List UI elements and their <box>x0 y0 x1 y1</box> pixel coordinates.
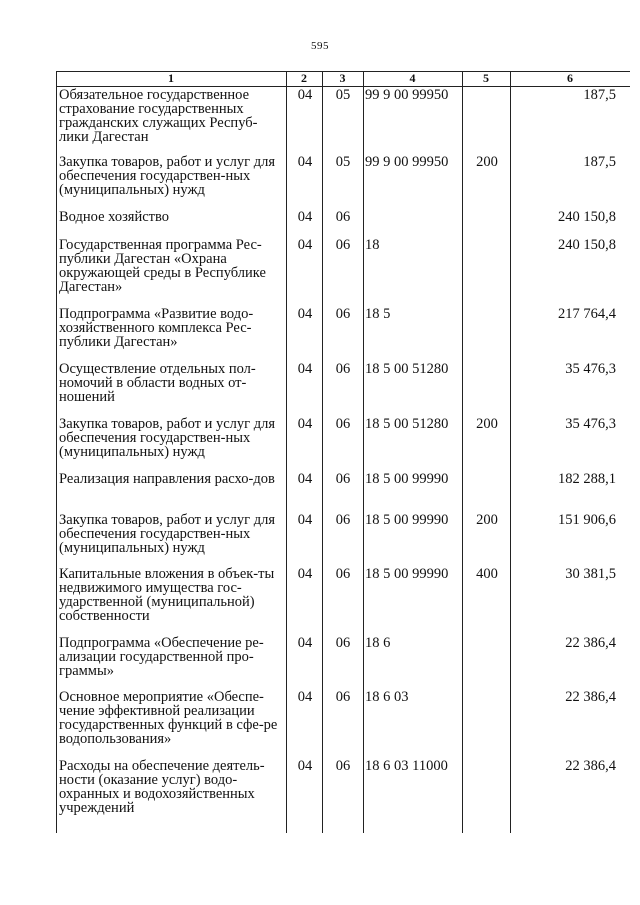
row-amount: 151 906,6 <box>558 512 616 528</box>
row-target-code: 18 <box>365 237 380 253</box>
row-name: Подпрограмма «Обеспечение ре-ализации государственной про-граммы» <box>59 635 264 679</box>
row-subsection: 06 <box>335 361 351 377</box>
row-amount: 240 150,8 <box>558 237 616 253</box>
row-target-code: 18 6 03 <box>365 689 409 705</box>
row-subsection: 05 <box>335 87 351 103</box>
row-section: 04 <box>297 471 313 487</box>
row-name: Водное хозяйство <box>59 209 170 225</box>
row-section: 04 <box>297 209 313 225</box>
row-subsection: 06 <box>335 209 351 225</box>
row-name: Закупка товаров, работ и услуг для обеспечения государствен-ных (муниципальных) нужд <box>59 154 276 198</box>
row-amount: 30 381,5 <box>565 566 616 582</box>
row-expense-type: 200 <box>476 512 498 528</box>
row-section: 04 <box>297 416 313 432</box>
row-name: Государственная программа Рес-публики Дагестан «Охрана окружающей среды в Республике Дагестан» <box>59 237 266 295</box>
row-amount: 22 386,4 <box>565 635 616 651</box>
row-amount: 182 288,1 <box>558 471 616 487</box>
row-target-code: 18 5 00 51280 <box>365 416 449 432</box>
row-name: Капитальные вложения в объек-ты недвижимого имущества гос-ударственной (муниципальной) собственности <box>59 566 275 624</box>
row-subsection: 06 <box>335 416 351 432</box>
row-target-code: 18 5 00 99990 <box>365 566 449 582</box>
row-section: 04 <box>297 361 313 377</box>
row-name: Подпрограмма «Развитие водо-хозяйственного комплекса Рес-публики Дагестан» <box>59 306 254 350</box>
row-name: Реализация направления расхо-дов <box>59 471 275 487</box>
row-subsection: 06 <box>335 758 351 774</box>
row-target-code: 18 6 <box>365 635 391 651</box>
row-section: 04 <box>297 758 313 774</box>
row-target-code: 18 6 03 11000 <box>365 758 448 774</box>
row-target-code: 18 5 00 51280 <box>365 361 449 377</box>
row-name: Закупка товаров, работ и услуг для обеспечения государствен-ных (муниципальных) нужд <box>59 512 276 556</box>
row-target-code: 18 5 <box>365 306 391 322</box>
header-col-5: 5 <box>483 71 489 85</box>
row-section: 04 <box>297 154 313 170</box>
row-amount: 22 386,4 <box>565 758 616 774</box>
row-subsection: 06 <box>335 471 351 487</box>
row-amount: 22 386,4 <box>565 689 616 705</box>
header-col-2: 2 <box>301 71 307 85</box>
page-number: 595 <box>311 40 329 52</box>
row-expense-type: 200 <box>476 154 498 170</box>
row-target-code: 99 9 00 99950 <box>365 87 449 103</box>
row-target-code: 99 9 00 99950 <box>365 154 449 170</box>
header-col-4: 4 <box>409 71 416 85</box>
row-amount: 240 150,8 <box>558 209 616 225</box>
col-border-5-6 <box>510 71 511 833</box>
row-target-code: 18 5 00 99990 <box>365 471 449 487</box>
row-section: 04 <box>297 87 313 103</box>
row-name: Расходы на обеспечение деятель-ности (оказание услуг) водо-охранных и водохозяйственных учреждений <box>59 758 265 816</box>
row-target-code: 18 5 00 99990 <box>365 512 449 528</box>
header-col-6: 6 <box>567 71 573 85</box>
header-col-1: 1 <box>168 71 174 85</box>
row-amount: 187,5 <box>583 154 616 170</box>
row-amount: 217 764,4 <box>558 306 616 322</box>
col-border-3-4 <box>363 71 364 833</box>
row-subsection: 06 <box>335 237 351 253</box>
row-section: 04 <box>297 306 313 322</box>
row-subsection: 06 <box>335 689 351 705</box>
header-col-3: 3 <box>339 71 346 85</box>
row-name: Закупка товаров, работ и услуг для обеспечения государствен-ных (муниципальных) нужд <box>59 416 276 460</box>
row-expense-type: 400 <box>476 566 498 582</box>
col-border-2-3 <box>322 71 323 833</box>
row-amount: 35 476,3 <box>565 416 616 432</box>
col-border-left <box>56 71 57 833</box>
row-section: 04 <box>297 237 313 253</box>
row-section: 04 <box>297 689 313 705</box>
row-section: 04 <box>297 566 313 582</box>
row-subsection: 06 <box>335 306 351 322</box>
budget-table <box>56 71 630 833</box>
row-amount: 35 476,3 <box>565 361 616 377</box>
col-border-4-5 <box>462 71 463 833</box>
row-name: Обязательное государственное страхование государственных гражданских служащих Респуб-лики Дагестан <box>59 87 258 145</box>
row-section: 04 <box>297 512 313 528</box>
row-section: 04 <box>297 635 313 651</box>
row-amount: 187,5 <box>583 87 616 103</box>
row-name: Основное мероприятие «Обеспе-чение эффективной реализации государственных функций в сфе-ре водопользования» <box>59 689 278 747</box>
row-subsection: 06 <box>335 512 351 528</box>
row-subsection: 06 <box>335 566 351 582</box>
row-subsection: 06 <box>335 635 351 651</box>
row-name: Осуществление отдельных пол-номочий в области водных от-ношений <box>59 361 256 405</box>
row-subsection: 05 <box>335 154 351 170</box>
row-expense-type: 200 <box>476 416 498 432</box>
col-border-1-2 <box>286 71 287 833</box>
